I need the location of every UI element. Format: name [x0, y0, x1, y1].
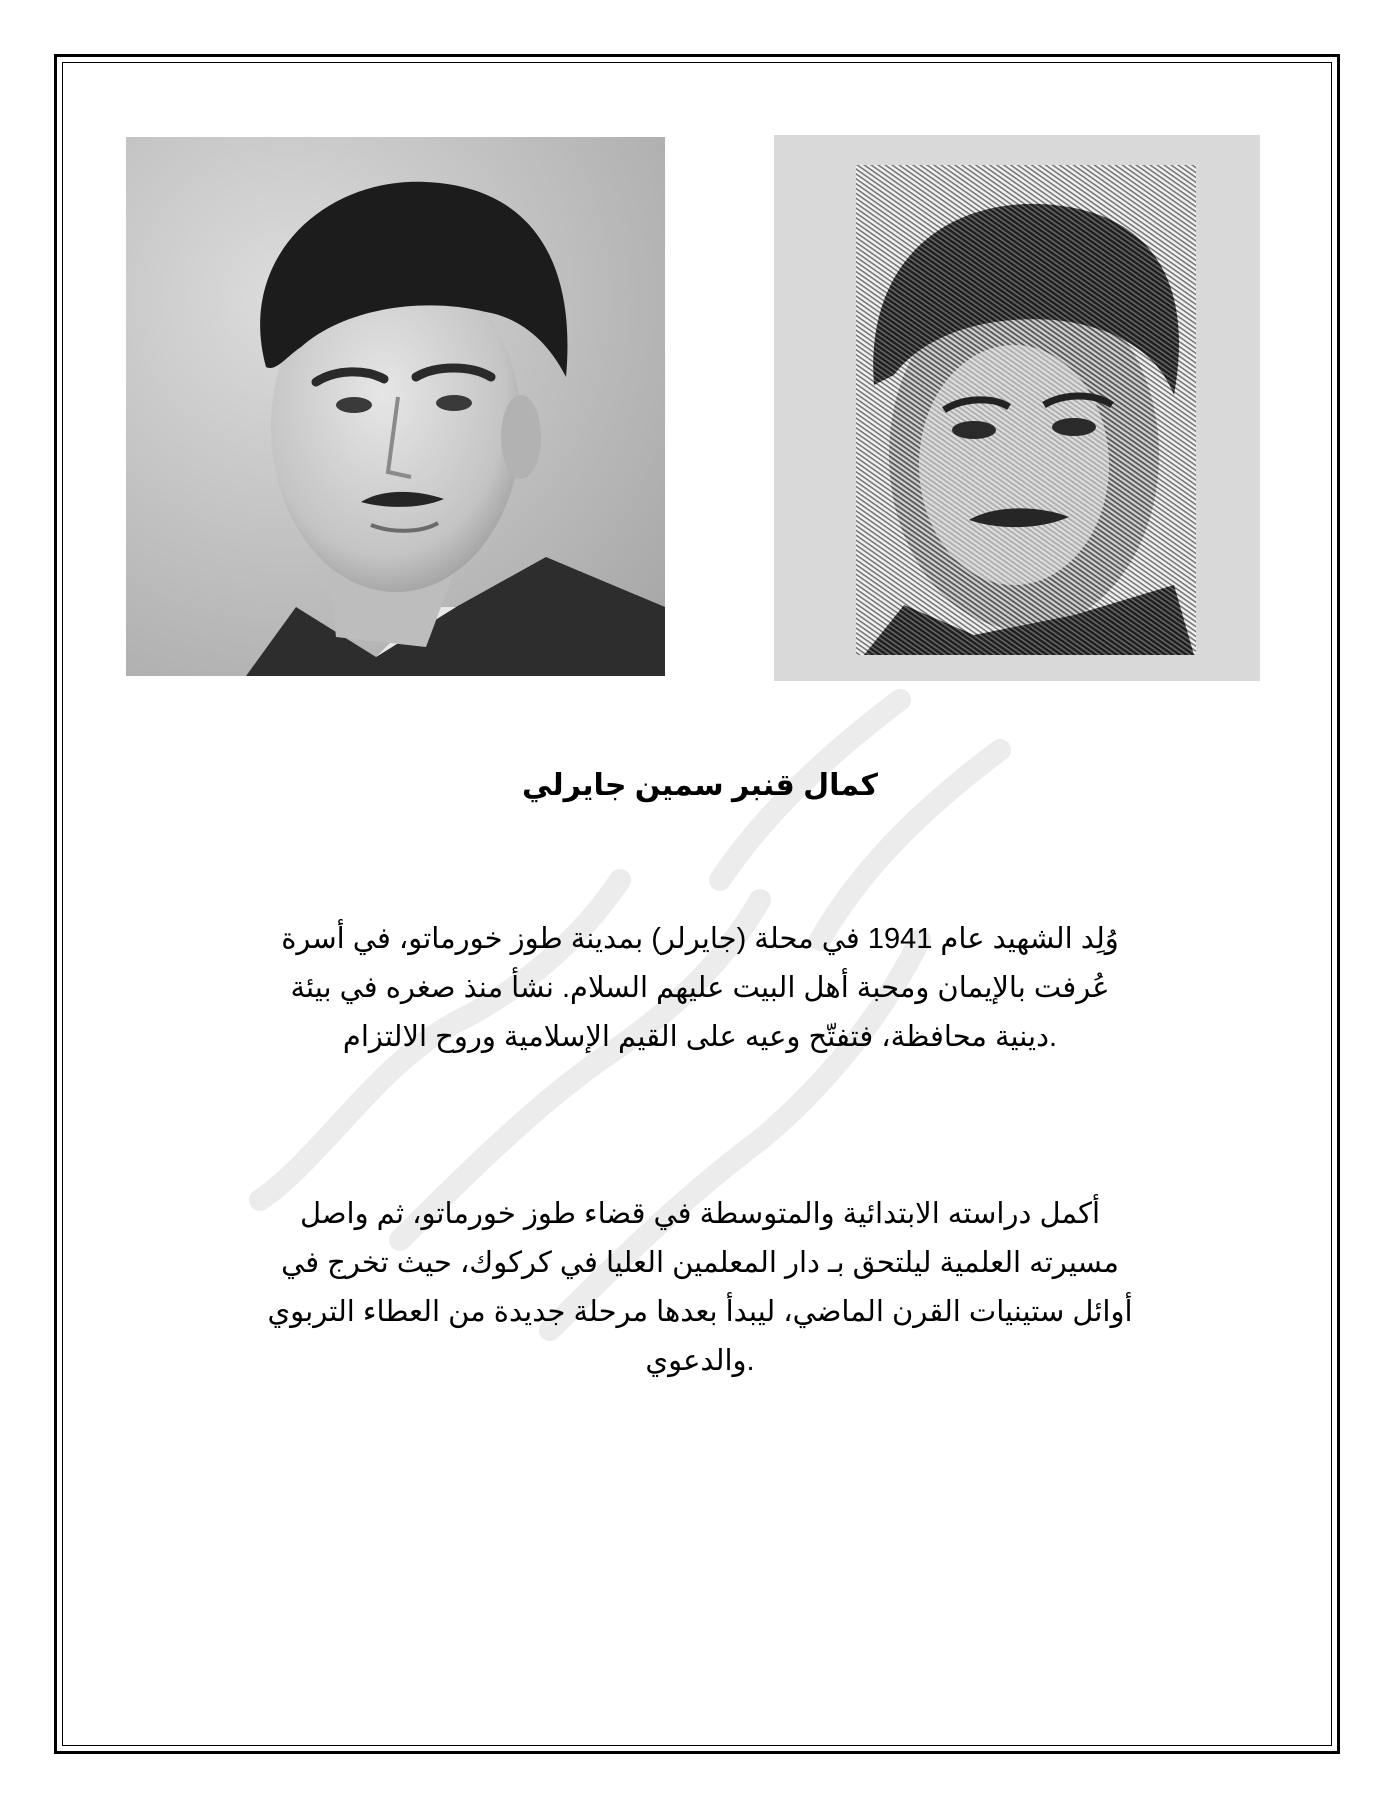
paragraph-line: عُرفت بالإيمان ومحبة أهل البيت عليهم السلام. نشأ منذ صغره في بيئة — [290, 972, 1110, 1004]
portrait-photo-halftone-graphic — [774, 135, 1260, 681]
biography-paragraph-1 — [150, 915, 1250, 1062]
biography-paragraph-2 — [150, 1190, 1250, 1386]
paragraph-line: .والدعوي — [645, 1345, 755, 1377]
portrait-photo-clear — [126, 137, 665, 676]
paragraph-line: .دينية محافظة، فتفتّح وعيه على القيم الإسلامية وروح الالتزام — [342, 1021, 1058, 1053]
portrait-photo-halftone — [774, 135, 1260, 681]
portrait-photo-clear-graphic — [126, 137, 665, 676]
person-name-heading: كمال قنبر سمين جايرلي — [522, 769, 878, 802]
paragraph-line: وُلِد الشهيد عام 1941 في محلة (جايرلر) بمدينة طوز خورماتو، في أسرة — [281, 923, 1119, 955]
paragraph-line: مسيرته العلمية ليلتحق بـ دار المعلمين العليا في كركوك، حيث تخرج في — [281, 1247, 1119, 1279]
paragraph-line: أكمل دراسته الابتدائية والمتوسطة في قضاء طوز خورماتو، ثم واصل — [299, 1198, 1101, 1230]
paragraph-line: أوائل ستينيات القرن الماضي، ليبدأ بعدها مرحلة جديدة من العطاء التربوي — [267, 1296, 1133, 1328]
